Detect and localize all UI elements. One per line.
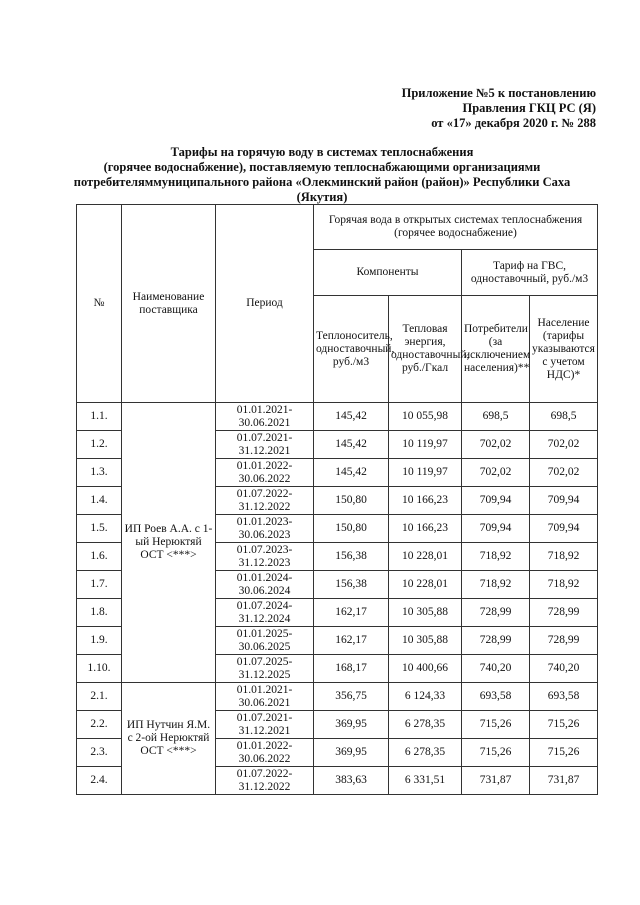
cell-consumers: 718,92 — [462, 543, 530, 571]
cell-carrier: 145,42 — [314, 403, 389, 431]
cell-population: 709,94 — [530, 515, 598, 543]
period-start: 01.01.2021- — [236, 683, 293, 696]
cell-carrier: 150,80 — [314, 487, 389, 515]
cell-population: 728,99 — [530, 627, 598, 655]
cell-num: 1.8. — [77, 599, 122, 627]
cell-carrier: 156,38 — [314, 571, 389, 599]
table-row — [77, 403, 598, 431]
title-line-1: Тарифы на горячую воду в системах теплоснабжения — [170, 145, 474, 159]
cell-period — [216, 515, 314, 543]
period-start: 01.01.2021- — [236, 403, 293, 416]
table-header — [77, 205, 598, 403]
header-consumers: Потребители (за исключением населения)** — [462, 296, 530, 403]
period-start: 01.07.2024- — [236, 599, 293, 612]
period-end: 31.12.2023 — [238, 556, 291, 569]
appendix-line-2: Правления ГКЦ РС (Я) — [462, 101, 596, 115]
cell-period — [216, 655, 314, 683]
cell-num: 2.2. — [77, 711, 122, 739]
tariff-table — [76, 204, 598, 795]
title-line-3: потребителяммуниципального района «Олекминский район (район)» Республики Саха (Якутия) — [73, 175, 571, 204]
period-end: 30.06.2023 — [238, 528, 291, 541]
cell-period — [216, 487, 314, 515]
cell-carrier: 145,42 — [314, 459, 389, 487]
header-tariff-gvs: Тариф на ГВС, одноставочный, руб./м3 — [462, 250, 598, 296]
cell-consumers: 731,87 — [462, 767, 530, 795]
appendix-line-3: от «17» декабря 2020 г. № 288 — [431, 116, 596, 130]
cell-period — [216, 739, 314, 767]
cell-num: 1.2. — [77, 431, 122, 459]
period-end: 30.06.2025 — [238, 640, 291, 653]
header-num: № — [77, 205, 122, 403]
cell-population: 709,94 — [530, 487, 598, 515]
cell-population: 718,92 — [530, 543, 598, 571]
period-start: 01.07.2023- — [236, 543, 293, 556]
header-carrier: Теплоноситель, одноставочный, руб./м3 — [314, 296, 389, 403]
cell-energy: 10 119,97 — [389, 459, 462, 487]
cell-population: 728,99 — [530, 599, 598, 627]
cell-carrier: 162,17 — [314, 599, 389, 627]
period-start: 01.01.2022- — [236, 459, 293, 472]
cell-population: 715,26 — [530, 711, 598, 739]
cell-carrier: 156,38 — [314, 543, 389, 571]
period-start: 01.01.2023- — [236, 515, 293, 528]
period-start: 01.01.2024- — [236, 571, 293, 584]
cell-num: 1.1. — [77, 403, 122, 431]
cell-population: 731,87 — [530, 767, 598, 795]
period-end: 30.06.2021 — [238, 416, 291, 429]
cell-population: 718,92 — [530, 571, 598, 599]
cell-period — [216, 599, 314, 627]
cell-num: 1.9. — [77, 627, 122, 655]
cell-consumers: 728,99 — [462, 627, 530, 655]
cell-consumers: 698,5 — [462, 403, 530, 431]
cell-population: 715,26 — [530, 739, 598, 767]
cell-consumers: 709,94 — [462, 515, 530, 543]
period-end: 30.06.2024 — [238, 584, 291, 597]
cell-energy: 6 124,33 — [389, 683, 462, 711]
title-line-2: (горячее водоснабжение), поставляемую теплоснабжающими организациями — [103, 160, 541, 174]
cell-energy: 6 331,51 — [389, 767, 462, 795]
period-end: 31.12.2021 — [238, 444, 291, 457]
cell-consumers: 728,99 — [462, 599, 530, 627]
header-components: Компоненты — [314, 250, 462, 296]
cell-num: 1.6. — [77, 543, 122, 571]
cell-carrier: 145,42 — [314, 431, 389, 459]
cell-consumers: 718,92 — [462, 571, 530, 599]
period-end: 30.06.2022 — [238, 472, 291, 485]
header-hot-water-group: Горячая вода в открытых системах теплоснабжения (горячее водоснабжение) — [314, 205, 598, 250]
cell-num: 2.1. — [77, 683, 122, 711]
period-end: 31.12.2022 — [238, 500, 291, 513]
cell-energy: 10 305,88 — [389, 599, 462, 627]
appendix-header — [402, 86, 596, 131]
cell-energy: 10 228,01 — [389, 571, 462, 599]
cell-energy: 6 278,35 — [389, 739, 462, 767]
cell-population: 698,5 — [530, 403, 598, 431]
cell-carrier: 162,17 — [314, 627, 389, 655]
cell-carrier: 356,75 — [314, 683, 389, 711]
cell-carrier: 369,95 — [314, 711, 389, 739]
cell-consumers: 715,26 — [462, 739, 530, 767]
cell-consumers: 740,20 — [462, 655, 530, 683]
cell-num: 1.5. — [77, 515, 122, 543]
period-end: 31.12.2024 — [238, 612, 291, 625]
cell-num: 1.3. — [77, 459, 122, 487]
cell-num: 2.4. — [77, 767, 122, 795]
period-start: 01.07.2021- — [236, 431, 293, 444]
period-start: 01.07.2022- — [236, 487, 293, 500]
cell-energy: 6 278,35 — [389, 711, 462, 739]
cell-energy: 10 055,98 — [389, 403, 462, 431]
period-end: 31.12.2022 — [238, 780, 291, 793]
cell-consumers: 693,58 — [462, 683, 530, 711]
cell-period — [216, 683, 314, 711]
cell-num: 1.7. — [77, 571, 122, 599]
cell-carrier: 383,63 — [314, 767, 389, 795]
cell-supplier: ИП Роев А.А. с 1-ый Нерюктяй ОСТ <***> — [122, 403, 216, 683]
cell-energy: 10 166,23 — [389, 515, 462, 543]
cell-period — [216, 431, 314, 459]
header-supplier: Наименование поставщика — [122, 205, 216, 403]
cell-consumers: 702,02 — [462, 459, 530, 487]
period-end: 30.06.2021 — [238, 696, 291, 709]
period-start: 01.07.2025- — [236, 655, 293, 668]
cell-energy: 10 166,23 — [389, 487, 462, 515]
cell-population: 740,20 — [530, 655, 598, 683]
cell-period — [216, 543, 314, 571]
cell-num: 1.4. — [77, 487, 122, 515]
table-row — [77, 683, 598, 711]
cell-period — [216, 711, 314, 739]
cell-supplier: ИП Нутчин Я.М. с 2-ой Нерюктяй ОСТ <***> — [122, 683, 216, 795]
cell-population: 702,02 — [530, 431, 598, 459]
cell-energy: 10 305,88 — [389, 627, 462, 655]
document-title — [62, 145, 582, 205]
cell-population: 693,58 — [530, 683, 598, 711]
period-start: 01.07.2022- — [236, 767, 293, 780]
cell-period — [216, 403, 314, 431]
cell-num: 1.10. — [77, 655, 122, 683]
cell-carrier: 168,17 — [314, 655, 389, 683]
period-start: 01.07.2021- — [236, 711, 293, 724]
header-period: Период — [216, 205, 314, 403]
cell-period — [216, 767, 314, 795]
header-energy: Тепловая энергия, одноставочный, руб./Гкал — [389, 296, 462, 403]
cell-num: 2.3. — [77, 739, 122, 767]
cell-period — [216, 627, 314, 655]
cell-carrier: 150,80 — [314, 515, 389, 543]
table-body — [77, 403, 598, 795]
period-end: 31.12.2025 — [238, 668, 291, 681]
header-population: Население (тарифы указываются с учетом НДС)* — [530, 296, 598, 403]
cell-energy: 10 400,66 — [389, 655, 462, 683]
period-end: 31.12.2021 — [238, 724, 291, 737]
cell-energy: 10 228,01 — [389, 543, 462, 571]
appendix-line-1: Приложение №5 к постановлению — [401, 86, 596, 100]
period-start: 01.01.2022- — [236, 739, 293, 752]
cell-energy: 10 119,97 — [389, 431, 462, 459]
cell-consumers: 709,94 — [462, 487, 530, 515]
cell-carrier: 369,95 — [314, 739, 389, 767]
cell-period — [216, 571, 314, 599]
cell-population: 702,02 — [530, 459, 598, 487]
cell-consumers: 715,26 — [462, 711, 530, 739]
cell-consumers: 702,02 — [462, 431, 530, 459]
cell-period — [216, 459, 314, 487]
period-start: 01.01.2025- — [236, 627, 293, 640]
period-end: 30.06.2022 — [238, 752, 291, 765]
